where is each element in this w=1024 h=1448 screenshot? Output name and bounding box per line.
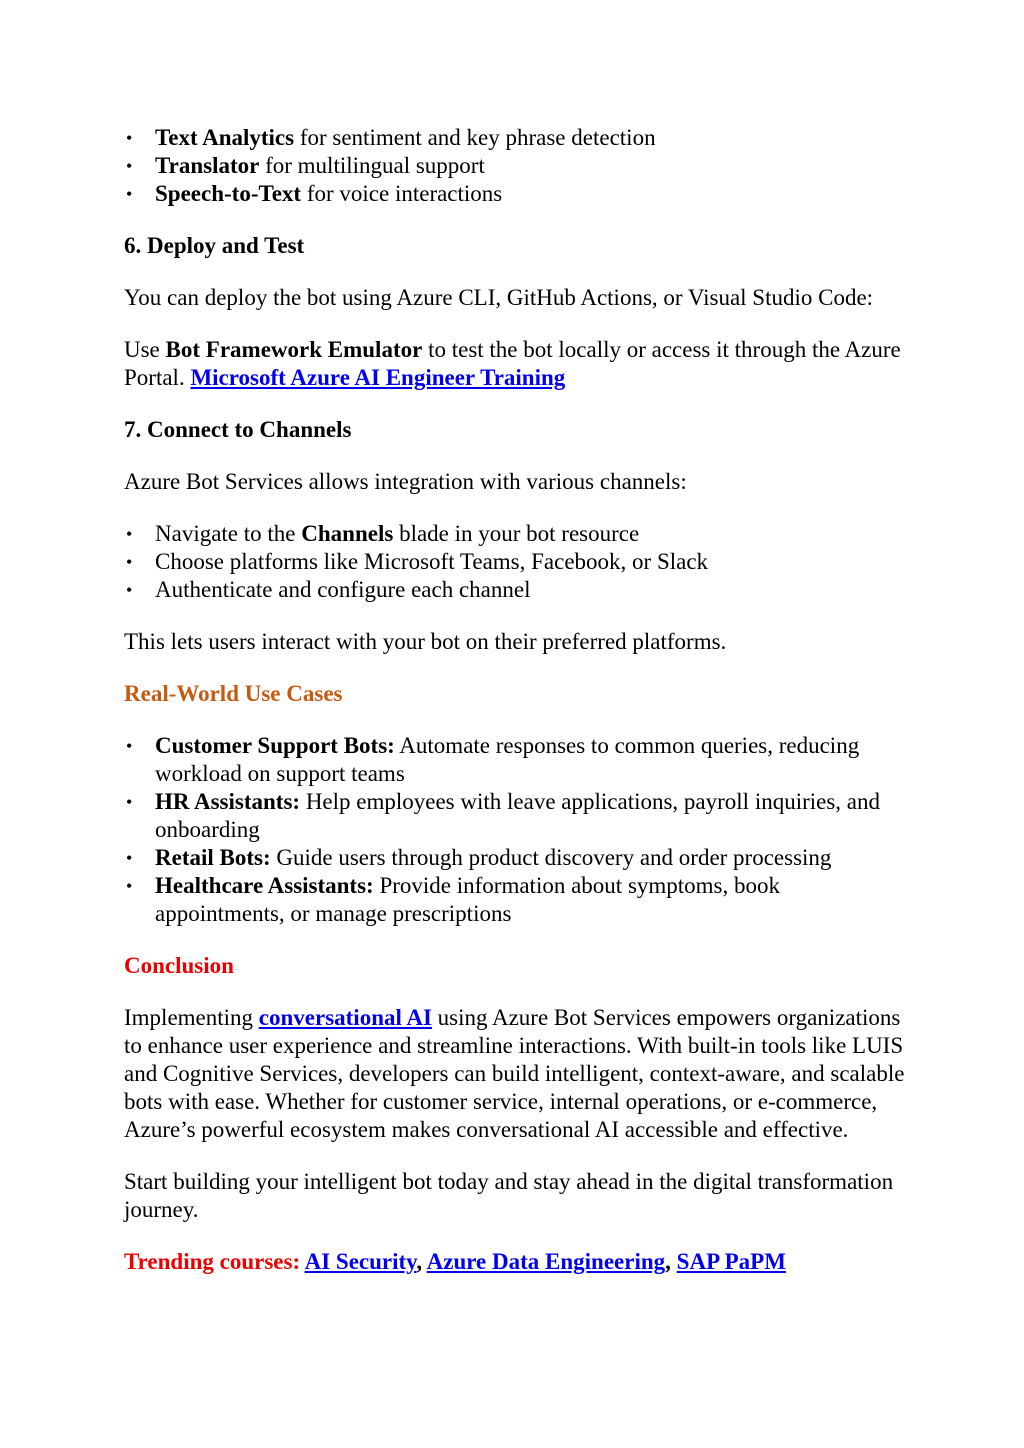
conclusion-paragraph: Implementing conversational AI using Azure Bot Services empowers organizations to enhance user experience and streamline interactions. With built-in tools like LUIS and Cognitive Services, developers can build intelligent, context-aware, and scalable bots with ease. Whether for customer service, internal operations, or e-commerce, Azure’s powerful ecosystem makes conversational AI accessible and effective. xyxy=(124,1005,905,1142)
list-item: • Translator for multilingual support xyxy=(124,152,914,180)
document-body xyxy=(124,124,914,1276)
list-item: • Text Analytics for sentiment and key phrase detection xyxy=(124,124,914,152)
channels-list xyxy=(124,520,914,604)
conclusion-heading: Conclusion xyxy=(124,953,234,978)
channels-outro: This lets users interact with your bot on their preferred platforms. xyxy=(124,629,727,654)
list-item: • Customer Support Bots: Automate responses to common queries, reducing workload on support teams xyxy=(124,732,914,788)
deploy-paragraph: You can deploy the bot using Azure CLI, GitHub Actions, or Visual Studio Code: xyxy=(124,285,874,310)
call-to-action-paragraph: Start building your intelligent bot today and stay ahead in the digital transformation journey. xyxy=(124,1169,894,1222)
list-item: • Retail Bots: Guide users through product discovery and order processing xyxy=(124,844,914,872)
conversational-ai-link[interactable]: conversational AI xyxy=(258,1005,432,1030)
emulator-paragraph: Use Bot Framework Emulator to test the bot locally or access it through the Azure Portal. Microsoft Azure AI Engineer Training xyxy=(124,337,901,390)
usecases-heading: Real-World Use Cases xyxy=(124,681,343,706)
usecases-list xyxy=(124,732,914,928)
list-item: • Healthcare Assistants: Provide information about symptoms, book appointments, or manage prescriptions xyxy=(124,872,914,928)
list-item: • Choose platforms like Microsoft Teams, Facebook, or Slack xyxy=(124,548,914,576)
list-item: • Speech-to-Text for voice interactions xyxy=(124,180,914,208)
azure-data-engineering-link[interactable]: Azure Data Engineering xyxy=(426,1249,666,1274)
channels-intro: Azure Bot Services allows integration with various channels: xyxy=(124,469,687,494)
azure-ai-training-link[interactable]: Microsoft Azure AI Engineer Training xyxy=(190,365,566,390)
channels-heading: 7. Connect to Channels xyxy=(124,417,352,442)
sap-papm-link[interactable]: SAP PaPM xyxy=(676,1249,786,1274)
ai-security-link[interactable]: AI Security xyxy=(304,1249,417,1274)
list-item: • Authenticate and configure each channel xyxy=(124,576,914,604)
deploy-heading: 6. Deploy and Test xyxy=(124,233,305,258)
services-list xyxy=(124,124,914,208)
trending-label: Trending courses: xyxy=(124,1249,305,1274)
list-item: • Navigate to the Channels blade in your bot resource xyxy=(124,520,914,548)
list-item: • HR Assistants: Help employees with leave applications, payroll inquiries, and onboarding xyxy=(124,788,914,844)
trending-courses: Trending courses: AI Security, Azure Data Engineering, SAP PaPM xyxy=(124,1249,786,1274)
